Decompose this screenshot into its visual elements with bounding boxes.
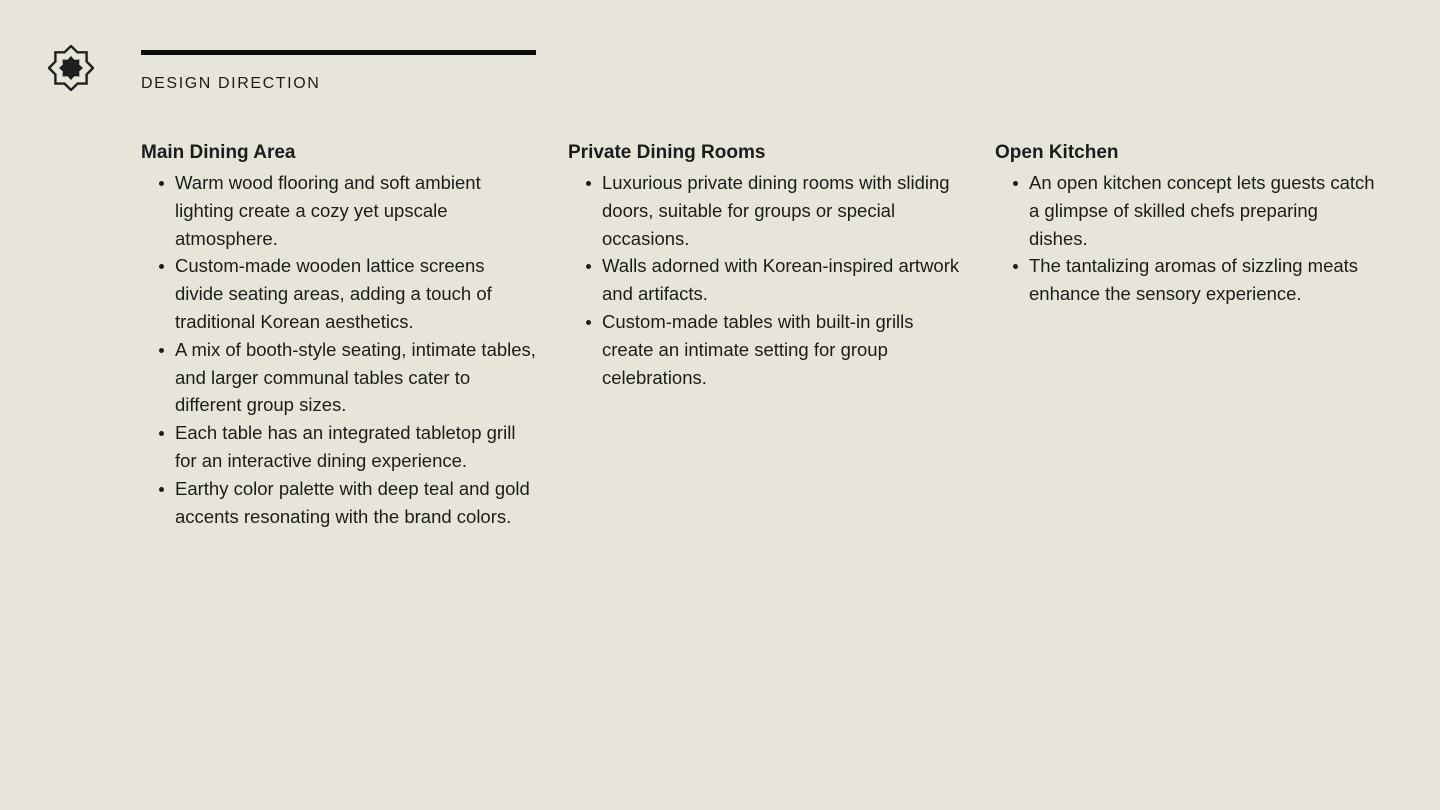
list-item: A mix of booth-style seating, intimate tables, and larger communal tables cater to different group sizes. bbox=[175, 336, 536, 419]
column-title: Private Dining Rooms bbox=[568, 142, 766, 163]
list-item: Luxurious private dining rooms with sliding doors, suitable for groups or special occasions. bbox=[602, 169, 963, 252]
header-rule bbox=[141, 50, 536, 55]
section-label: DESIGN DIRECTION bbox=[141, 75, 321, 92]
list-item: Custom-made tables with built-in grills create an intimate setting for group celebrations. bbox=[602, 308, 963, 391]
column-open-kitchen bbox=[995, 141, 1375, 308]
list-item: Walls adorned with Korean-inspired artwork and artifacts. bbox=[602, 252, 963, 308]
bullet-list bbox=[995, 169, 1375, 308]
list-item: Earthy color palette with deep teal and gold accents resonating with the brand colors. bbox=[175, 475, 536, 531]
list-item: Warm wood flooring and soft ambient lighting create a cozy yet upscale atmosphere. bbox=[175, 169, 536, 252]
column-title: Main Dining Area bbox=[141, 142, 296, 163]
list-item: The tantalizing aromas of sizzling meats enhance the sensory experience. bbox=[1029, 252, 1375, 308]
column-main-dining-area bbox=[141, 141, 536, 530]
list-item: Custom-made wooden lattice screens divide seating areas, adding a touch of traditional Korean aesthetics. bbox=[175, 252, 536, 335]
bullet-list bbox=[568, 169, 963, 391]
column-title: Open Kitchen bbox=[995, 142, 1119, 163]
eight-point-star-icon bbox=[48, 45, 94, 91]
list-item: An open kitchen concept lets guests catch a glimpse of skilled chefs preparing dishes. bbox=[1029, 169, 1375, 252]
list-item: Each table has an integrated tabletop grill for an interactive dining experience. bbox=[175, 419, 536, 475]
column-private-dining-rooms bbox=[568, 141, 963, 391]
bullet-list bbox=[141, 169, 536, 530]
